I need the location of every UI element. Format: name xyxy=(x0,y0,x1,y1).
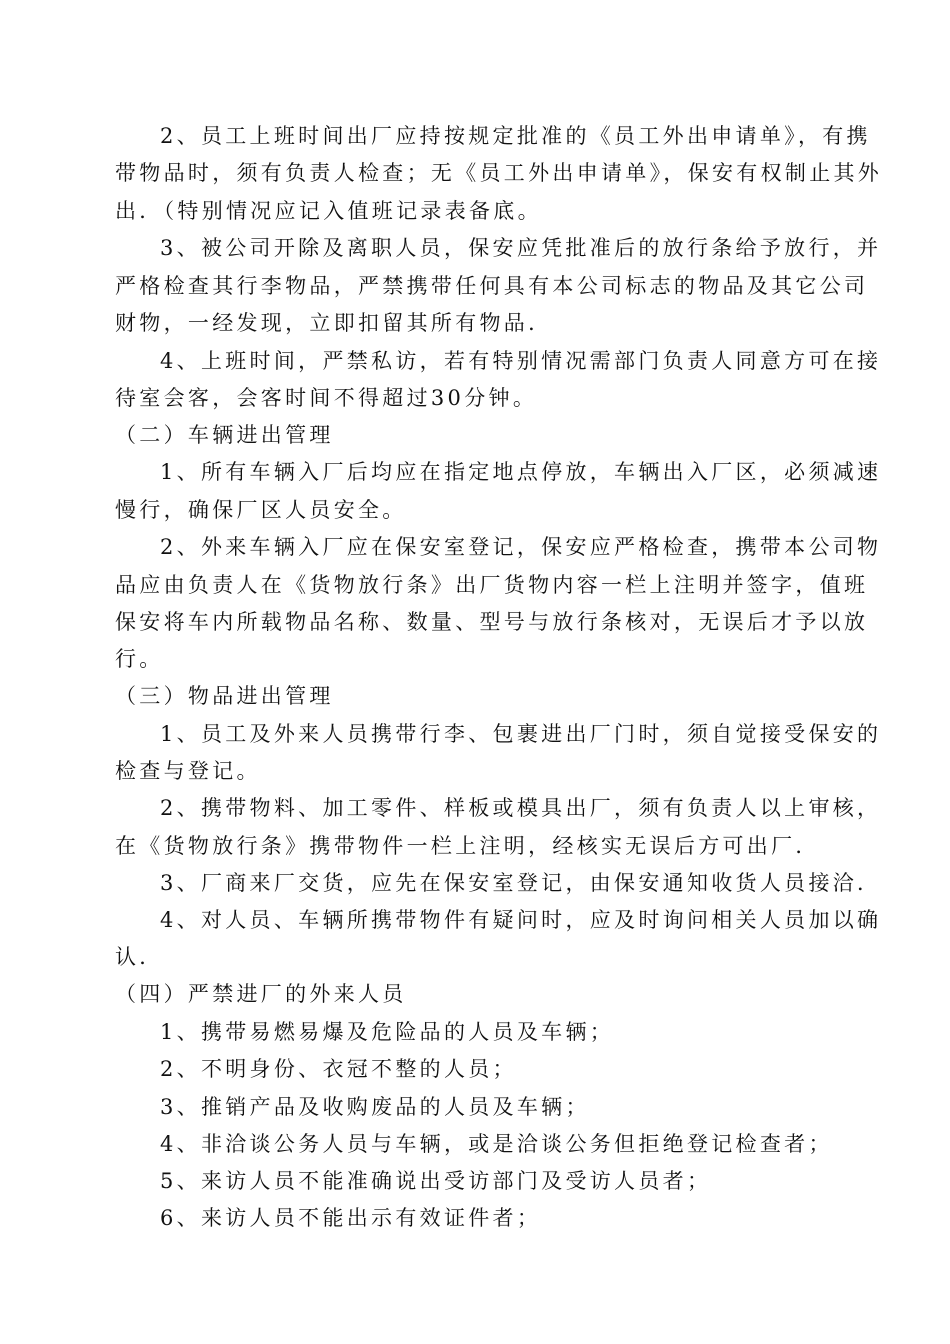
goods-rule-2-line-2: 在《货物放行条》携带物件一栏上注明，经核实无误后方可出厂． xyxy=(115,834,820,858)
vehicle-rule-2-line-2: 品应由负责人在《货物放行条》出厂货物内容一栏上注明并签字，值班 xyxy=(115,573,869,597)
prohibited-item-6: 6、来访人员不能出示有效证件者； xyxy=(160,1206,542,1230)
goods-rule-3: 3、厂商来厂交货，应先在保安室登记，由保安通知收货人员接洽． xyxy=(160,871,882,895)
vehicle-rule-1-line-2: 慢行，确保厂区人员安全。 xyxy=(115,498,407,522)
goods-rule-1-line-1: 1、员工及外来人员携带行李、包裹进出厂门时，须自觉接受保安的 xyxy=(160,722,882,746)
section-heading-goods: （三）物品进出管理 xyxy=(115,684,334,708)
vehicle-rule-2-line-4: 行。 xyxy=(115,647,164,671)
prohibited-item-5: 5、来访人员不能准确说出受访部门及受访人员者； xyxy=(160,1169,712,1193)
section-heading-vehicle: （二）车辆进出管理 xyxy=(115,423,334,447)
prohibited-item-2: 2、不明身份、衣冠不整的人员； xyxy=(160,1057,517,1081)
goods-rule-2-line-1: 2、携带物料、加工零件、样板或模具出厂，须有负责人以上审核， xyxy=(160,796,882,820)
prohibited-item-1: 1、携带易燃易爆及危险品的人员及车辆； xyxy=(160,1020,615,1044)
rule-2-line-3: 出．（特别情况应记入值班记录表备底。 xyxy=(115,199,542,223)
section-heading-prohibited: （四）严禁进厂的外来人员 xyxy=(115,982,407,1006)
prohibited-item-4: 4、非洽谈公务人员与车辆，或是洽谈公务但拒绝登记检查者； xyxy=(160,1132,833,1156)
rule-3-line-3: 财物，一经发现，立即扣留其所有物品． xyxy=(115,311,553,335)
goods-rule-1-line-2: 检查与登记。 xyxy=(115,759,261,783)
goods-rule-4-line-2: 认． xyxy=(115,945,164,969)
rule-3-line-1: 3、被公司开除及离职人员，保安应凭批准后的放行条给予放行，并 xyxy=(160,236,882,260)
vehicle-rule-1-line-1: 1、所有车辆入厂后均应在指定地点停放，车辆出入厂区，必须减速 xyxy=(160,460,882,484)
vehicle-rule-2-line-1: 2、外来车辆入厂应在保安室登记，保安应严格检查，携带本公司物 xyxy=(160,535,882,559)
rule-4-line-1: 4、上班时间，严禁私访，若有特别情况需部门负责人同意方可在接 xyxy=(160,349,882,373)
rule-3-line-2: 严格检查其行李物品，严禁携带任何具有本公司标志的物品及其它公司 xyxy=(115,274,869,298)
vehicle-rule-2-line-3: 保安将车内所载物品名称、数量、型号与放行条核对，无误后才予以放 xyxy=(115,610,869,634)
rule-4-line-2: 待室会客，会客时间不得超过30分钟。 xyxy=(115,386,538,410)
rule-2-line-2: 带物品时，须有负责人检查；无《员工外出申请单》，保安有权制止其外 xyxy=(115,161,883,185)
prohibited-item-3: 3、推销产品及收购废品的人员及车辆； xyxy=(160,1095,590,1119)
rule-2-line-1: 2、员工上班时间出厂应持按规定批准的《员工外出申请单》，有携 xyxy=(160,124,871,148)
goods-rule-4-line-1: 4、对人员、车辆所携带物件有疑问时，应及时询问相关人员加以确 xyxy=(160,908,882,932)
